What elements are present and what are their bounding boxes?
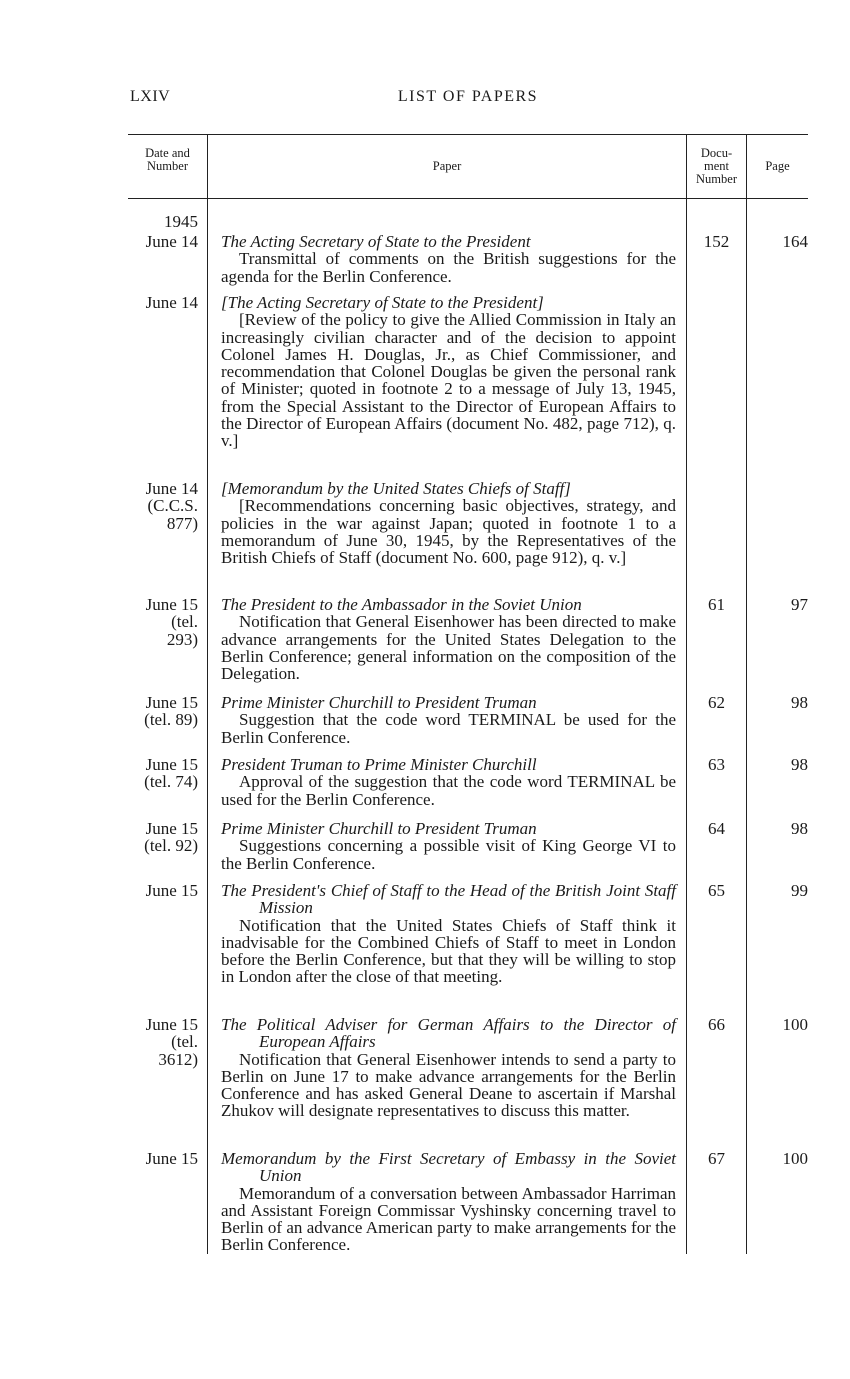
entry-date-line: (tel. 92) — [144, 836, 198, 856]
entry-summary: Memorandum of a conversation between Ambassador Harriman and Assistant Foreign Commissar Vyshinsky concerning travel to Berlin of an advance American party to make arrangements for the Berlin Conference. — [221, 1183, 676, 1255]
entry-summary: [Review of the policy to give the Allied Commission in Italy an increasingly civilian character and of the decision to appoint Colonel James H. Douglas, Jr., as Chief Commissioner, and recommendation that Colonel Douglas be given the personal rank of Minister; quoted in footnote 2 to a message of July 13, 1945, from the Special Assistant to the Director of European Affairs to the Director of European Affairs (document No. 482, page 712), q. v.] — [221, 310, 676, 451]
entry-title: The Acting Secretary of State to the President — [221, 232, 531, 251]
entry-date-line: June 15 — [145, 881, 198, 900]
entry-page-number: 98 — [791, 755, 808, 774]
entry-page-number: 98 — [791, 819, 808, 838]
entry-summary: Notification that the United States Chiefs of Staff think it inadvisable for the Combined Chiefs of Staff to meet in London before the Berlin Conference, but that they will be willing to stop in London after the close of that meeting. — [221, 915, 676, 987]
entry-title: The Political Adviser for German Affairs to the Director of European Affairs — [221, 1015, 676, 1052]
entry-document-number: 61 — [708, 595, 725, 614]
entry-date-line: June 14 — [145, 293, 198, 312]
entry-date-line: June 15 — [145, 693, 198, 712]
entry-page-number: 100 — [782, 1015, 808, 1034]
entry-page-number: 97 — [791, 595, 808, 614]
entry-page-number: 100 — [782, 1149, 808, 1168]
entry-document-number: 66 — [708, 1015, 725, 1034]
entry-date-line: June 15 — [145, 755, 198, 774]
year-label: 1945 — [164, 212, 198, 231]
entry-paper — [221, 294, 676, 450]
entry-title: President Truman to Prime Minister Churchill — [221, 755, 537, 774]
entry-date — [128, 694, 198, 729]
entry-date-line: June 15 — [145, 1015, 198, 1034]
entry-paper — [221, 480, 676, 566]
entry-date — [128, 1150, 198, 1167]
column-divider — [207, 134, 208, 1254]
entry-date — [128, 233, 198, 250]
entry-date-line: (tel. — [171, 612, 198, 632]
entry-paper — [221, 882, 676, 986]
entry-date-line: June 15 — [145, 819, 198, 838]
entry-summary: Approval of the suggestion that the code word TERMINAL be used for the Berlin Conference. — [221, 772, 676, 809]
entry-date — [128, 820, 198, 855]
entry-paper — [221, 1016, 676, 1120]
entry-document-number: 67 — [708, 1149, 725, 1168]
entry-date — [128, 882, 198, 899]
entry-date — [128, 756, 198, 791]
entry-page-number: 98 — [791, 693, 808, 712]
entry-date-line: (C.C.S. — [147, 496, 198, 516]
entry-date-line: June 14 — [145, 479, 198, 498]
entry-summary: Suggestions concerning a possible visit of King George VI to the Berlin Conference. — [221, 836, 676, 873]
entry-date-line: (tel. 89) — [144, 710, 198, 730]
entry-document-number: 65 — [708, 881, 725, 900]
entry-page-number: 99 — [791, 881, 808, 900]
entry-title: Prime Minister Churchill to President Truman — [221, 693, 537, 712]
entry-title: [The Acting Secretary of State to the President] — [221, 293, 544, 312]
entry-paper — [221, 1150, 676, 1254]
entry-document-number: 62 — [708, 693, 725, 712]
running-title: LIST OF PAPERS — [397, 88, 539, 105]
page-numeral: LXIV — [130, 88, 171, 105]
entry-summary: Notification that General Eisenhower has been directed to make advance arrangements for the United States Delegation to the Berlin Conference; general information on the composition of the Delegation. — [221, 612, 676, 684]
entry-date-line: 293) — [166, 629, 198, 649]
entry-date — [128, 480, 198, 532]
entry-date — [128, 596, 198, 648]
papers-table — [128, 134, 808, 1254]
entry-paper — [221, 233, 676, 285]
entry-paper — [221, 820, 676, 872]
column-header-paper: Paper — [432, 158, 462, 173]
header-bottom-rule — [128, 198, 808, 199]
entry-paper — [221, 596, 676, 682]
column-header-date: Date and Number — [145, 146, 190, 173]
entry-document-number: 64 — [708, 819, 725, 838]
entry-date-line: June 15 — [145, 595, 198, 614]
entry-date-line: (tel. — [171, 1032, 198, 1052]
entry-date-line: 3612) — [158, 1049, 198, 1069]
entry-title: Memorandum by the First Secretary of Embassy in the Soviet Union — [221, 1149, 676, 1186]
entry-date-line: June 15 — [145, 1149, 198, 1168]
entry-paper — [221, 756, 676, 808]
entry-date — [128, 1016, 198, 1068]
entry-summary: Suggestion that the code word TERMINAL be used for the Berlin Conference. — [221, 710, 676, 747]
entry-date-line: June 14 — [145, 232, 198, 251]
entry-summary: Notification that General Eisenhower intends to send a party to Berlin on June 17 to make advance arrangements for the Berlin Conference and has asked General Deane to ascertain if Marshal Zhukov will designate representatives to discuss this matter. — [221, 1049, 676, 1121]
entry-date — [128, 294, 198, 311]
entry-date-line: 877) — [166, 513, 198, 533]
entry-summary: Transmittal of comments on the British suggestions for the agenda for the Berlin Conference. — [221, 249, 676, 286]
entry-title: [Memorandum by the United States Chiefs of Staff] — [221, 479, 571, 498]
entry-summary: [Recommendations concerning basic objectives, strategy, and policies in the war against Japan; quoted in footnote 1 to a memorandum of June 30, 1945, by the Representatives of the British Chiefs of Staff (document No. 600, page 912), q. v.] — [221, 496, 676, 568]
entry-document-number: 63 — [708, 755, 725, 774]
entry-document-number: 152 — [703, 232, 730, 251]
entry-title: The President's Chief of Staff to the Head of the British Joint Staff Mission — [221, 881, 676, 918]
column-header-page: Page — [765, 158, 790, 173]
entry-page-number: 164 — [782, 232, 808, 251]
entry-paper — [221, 694, 676, 746]
running-head — [130, 88, 806, 110]
entry-date-line: (tel. 74) — [144, 772, 198, 792]
column-header-document: Docu- ment Number — [696, 145, 737, 186]
entry-title: The President to the Ambassador in the Soviet Union — [221, 595, 582, 614]
entry-title: Prime Minister Churchill to President Truman — [221, 819, 537, 838]
